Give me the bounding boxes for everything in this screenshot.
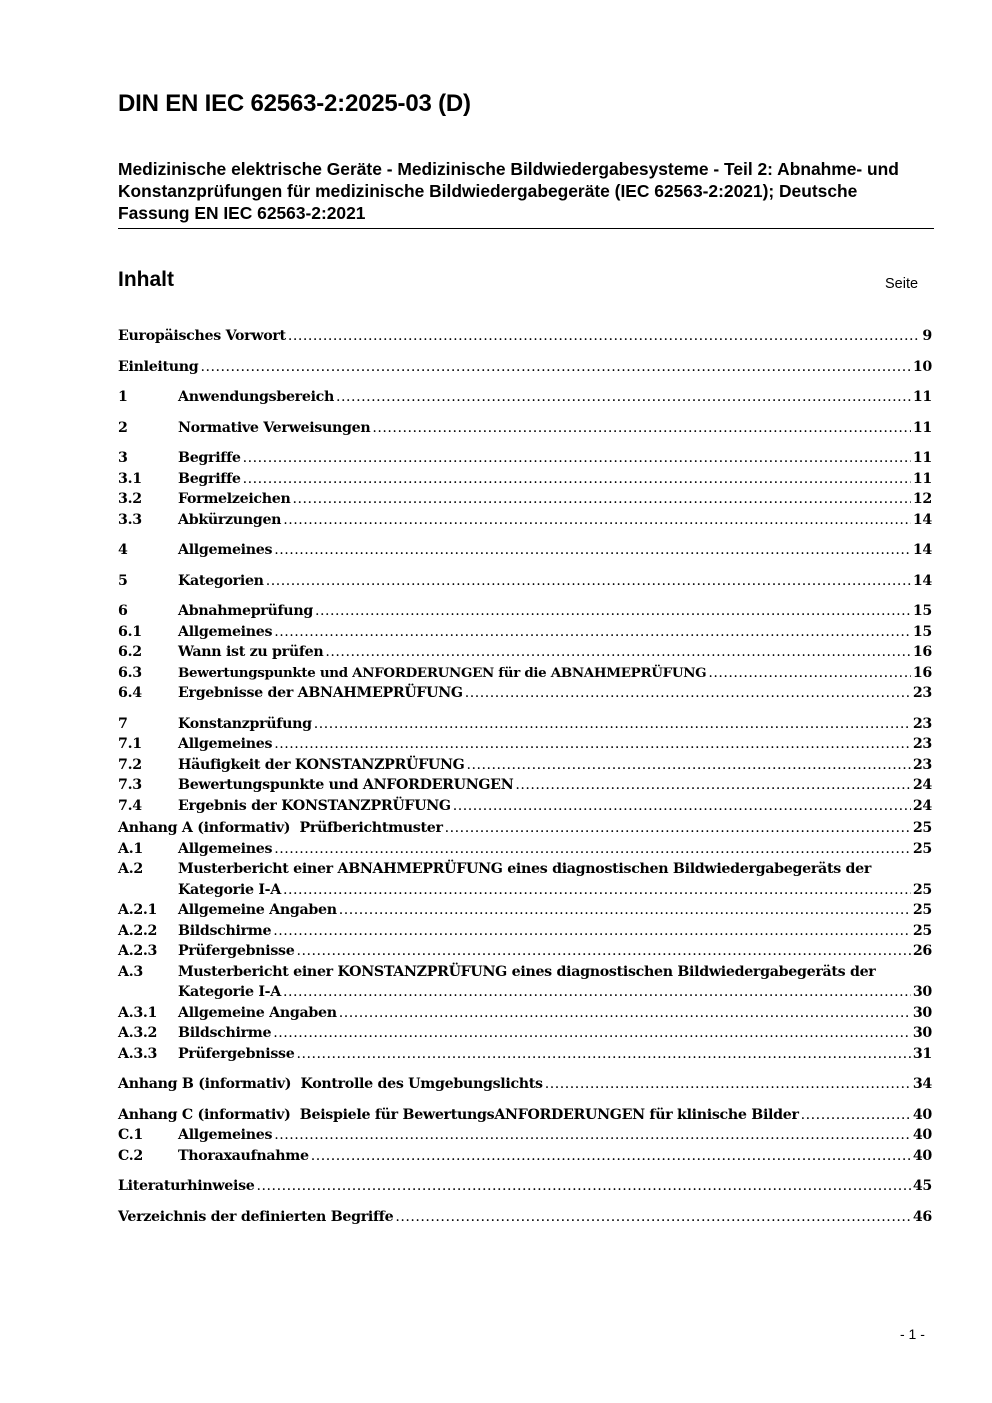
toc-entry-number: 4 xyxy=(118,542,128,558)
toc-entry-title: Europäisches Vorwort xyxy=(118,328,286,344)
toc-entry-page: 12 xyxy=(912,491,932,507)
toc-entry-title: Thoraxaufnahme xyxy=(178,1147,309,1164)
toc-leader xyxy=(283,510,911,531)
toc-entry-title: Konstanzprüfung xyxy=(178,715,312,732)
toc-entry[interactable] xyxy=(118,448,932,469)
title-divider xyxy=(118,228,934,229)
toc-entry-title: Allgemeines xyxy=(178,736,273,752)
toc-entry-page: 16 xyxy=(912,664,932,681)
toc-entry-title: Bildschirme xyxy=(178,1025,272,1041)
toc-leader xyxy=(288,326,921,347)
toc-entry-page: 24 xyxy=(912,797,932,814)
toc-entry-page: 30 xyxy=(912,1004,932,1021)
toc-leader xyxy=(273,1023,911,1044)
toc-entry[interactable] xyxy=(118,734,932,755)
toc-entry-title: Häufigkeit der KONSTANZPRÜFUNG xyxy=(178,756,465,773)
toc-entry-number: A.3.3 xyxy=(118,1045,158,1062)
toc-leader xyxy=(274,622,911,643)
toc-entry-page: 40 xyxy=(912,1147,932,1164)
toc-leader xyxy=(243,469,911,490)
toc-entry[interactable] xyxy=(118,663,932,684)
toc-entry[interactable] xyxy=(118,622,932,643)
toc-entry[interactable] xyxy=(118,1176,932,1197)
toc-entry-number: 7.1 xyxy=(118,736,142,752)
toc-entry-number: 1 xyxy=(118,389,128,405)
toc-entry-page: 24 xyxy=(912,777,932,793)
toc-entry-page: 23 xyxy=(912,736,932,752)
toc-entry[interactable] xyxy=(118,1074,932,1095)
toc-leader xyxy=(296,1044,910,1065)
toc-entry-number: 6.2 xyxy=(118,644,142,660)
toc-entry-title: Formelzeichen xyxy=(178,491,291,507)
toc-entry-page: 14 xyxy=(912,572,932,589)
toc-entry[interactable] xyxy=(118,510,932,531)
toc-entry[interactable] xyxy=(118,1044,932,1065)
toc-entry-title: Ergebnis der KONSTANZPRÜFUNG xyxy=(178,797,451,814)
toc-entry-page: 25 xyxy=(912,820,932,836)
toc-entry[interactable] xyxy=(118,1003,932,1024)
toc-entry-title: Bewertungspunkte und ANFORDERUNGEN xyxy=(178,777,514,793)
toc-entry-number: 7.3 xyxy=(118,777,142,793)
toc-entry-number: 7 xyxy=(118,715,128,732)
toc-leader xyxy=(283,982,911,1003)
toc-leader xyxy=(453,796,911,817)
toc-entry-page: 34 xyxy=(912,1076,932,1092)
toc-entry-page: 23 xyxy=(912,715,932,732)
toc-entry-number: 7.4 xyxy=(118,797,142,814)
toc-leader xyxy=(311,1146,911,1167)
toc-entry[interactable] xyxy=(118,357,932,378)
toc-leader xyxy=(274,734,911,755)
toc-entry-number: C.1 xyxy=(118,1127,143,1143)
toc-leader xyxy=(296,941,910,962)
toc-entry-page: 31 xyxy=(912,1045,932,1062)
toc-entry-number: C.2 xyxy=(118,1147,143,1164)
toc-entry[interactable] xyxy=(118,755,932,776)
toc-entry-page: 11 xyxy=(912,470,932,487)
toc-entry-page: 9 xyxy=(922,328,932,344)
toc-leader xyxy=(200,357,910,378)
toc-entry-title: Prüfergebnisse xyxy=(178,1045,295,1062)
toc-entry-number: 2 xyxy=(118,419,128,436)
toc-entry-page: 25 xyxy=(912,840,932,857)
toc-entry-title: Begriffe xyxy=(178,470,241,487)
toc-entry-title: Normative Verweisungen xyxy=(178,419,371,436)
toc-entry-title-cont: Kategorie I-A xyxy=(178,984,281,1000)
toc-entry-title: Wann ist zu prüfen xyxy=(178,644,324,660)
toc-entry[interactable] xyxy=(118,489,932,510)
toc-leader xyxy=(466,755,910,776)
toc-leader xyxy=(274,1125,911,1146)
toc-entry-title: Prüfergebnisse xyxy=(178,943,295,959)
toc-entry-page: 26 xyxy=(912,943,932,959)
toc-entry-title: Allgemeines xyxy=(178,542,273,558)
toc-entry-number: A.2 xyxy=(118,861,143,877)
document-subtitle: Medizinische elektrische Geräte - Medizinische Bildwiedergabesysteme - Teil 2: Abnahme- und Konstanzprüfungen für medizinische Bildwiedergabegeräte (IEC 62563-2:2021); Deutsche Fassung EN IEC 62563-2:2021 xyxy=(118,159,899,223)
toc-entry[interactable] xyxy=(118,1125,932,1146)
toc-entry[interactable] xyxy=(118,683,932,704)
toc-entry[interactable] xyxy=(118,900,932,921)
toc-entry-number: A.2.1 xyxy=(118,902,158,918)
toc-entry[interactable] xyxy=(118,1023,932,1044)
toc-entry-title: Ergebnisse der ABNAHMEPRÜFUNG xyxy=(178,685,463,701)
toc-heading: Inhalt xyxy=(118,268,174,291)
toc-leader xyxy=(339,900,911,921)
toc-entry[interactable] xyxy=(118,859,932,880)
toc-leader xyxy=(293,489,911,510)
toc-entry-page: 30 xyxy=(912,984,932,1000)
toc-entry-page: 40 xyxy=(912,1127,932,1143)
toc-entry-title: Anwendungsbereich xyxy=(178,389,335,405)
toc-entry-page: 16 xyxy=(912,644,932,660)
toc-leader xyxy=(273,921,911,942)
toc-entry-page: 14 xyxy=(912,542,932,558)
toc-entry-title: Kategorien xyxy=(178,572,264,589)
toc-leader xyxy=(708,663,911,684)
toc-entry-page: 11 xyxy=(912,419,932,436)
toc-leader xyxy=(314,714,911,735)
toc-entry-title: Musterbericht einer ABNAHMEPRÜFUNG eines diagnostischen Bildwiedergabegeräts der xyxy=(178,861,872,877)
toc-entry-title: Einleitung xyxy=(118,358,199,375)
toc-leader xyxy=(545,1074,911,1095)
toc-entry-title: Anhang B (informativ) Kontrolle des Umgebungslichts xyxy=(118,1076,543,1092)
toc-entry-number: A.1 xyxy=(118,840,143,857)
toc-entry-title: Begriffe xyxy=(178,450,241,466)
toc-entry[interactable] xyxy=(118,642,932,663)
toc-entry-title: Musterbericht einer KONSTANZPRÜFUNG eines diagnostischen Bildwiedergabegeräts der xyxy=(178,963,876,980)
toc-leader xyxy=(336,387,911,408)
toc-entry[interactable] xyxy=(118,540,932,561)
toc-entry-continuation[interactable] xyxy=(118,880,932,901)
toc-leader xyxy=(395,1207,911,1228)
toc-leader xyxy=(274,839,911,860)
toc-leader xyxy=(315,601,911,622)
toc-entry[interactable] xyxy=(118,469,932,490)
toc-entry-page: 11 xyxy=(912,450,932,466)
toc-entry-title: Literaturhinweise xyxy=(118,1178,255,1194)
toc-entry-page: 25 xyxy=(912,902,932,918)
toc-entry[interactable] xyxy=(118,818,932,839)
toc-entry-title: Anhang A (informativ) Prüfberichtmuster xyxy=(118,820,443,836)
toc-leader xyxy=(266,571,911,592)
toc-entry-number: 6.3 xyxy=(118,664,142,681)
toc-entry[interactable] xyxy=(118,1105,932,1126)
toc-leader xyxy=(801,1105,911,1126)
toc-entry-number: 3.1 xyxy=(118,470,142,487)
toc-entry-page: 46 xyxy=(912,1208,932,1225)
toc-entry-number: 3.3 xyxy=(118,511,142,528)
toc-entry[interactable] xyxy=(118,326,932,347)
toc-entry[interactable] xyxy=(118,571,932,592)
toc-entry-continuation[interactable] xyxy=(118,982,932,1003)
toc-entry-number: 6.1 xyxy=(118,623,142,640)
toc-entry-number: A.3 xyxy=(118,963,143,980)
toc-page-label: Seite xyxy=(885,276,919,292)
toc-entry[interactable] xyxy=(118,601,932,622)
toc-leader xyxy=(325,642,910,663)
toc-entry-page: 40 xyxy=(912,1106,932,1123)
toc-leader xyxy=(339,1003,911,1024)
toc-entry-title: Allgemeines xyxy=(178,1127,273,1143)
toc-entry-page: 15 xyxy=(912,603,932,619)
toc-entry-number: 6.4 xyxy=(118,685,142,701)
toc-entry[interactable] xyxy=(118,941,932,962)
page-number: - 1 - xyxy=(900,1326,925,1342)
toc-entry-page: 30 xyxy=(912,1025,932,1041)
toc-entry-page: 25 xyxy=(912,922,932,939)
toc-entry[interactable] xyxy=(118,839,932,860)
toc-entry-page: 23 xyxy=(912,756,932,773)
toc-entry[interactable] xyxy=(118,1146,932,1167)
toc-entry-number: 7.2 xyxy=(118,756,142,773)
toc-entry-number: 3 xyxy=(118,450,128,466)
toc-entry[interactable] xyxy=(118,796,932,817)
toc-entry-title: Verzeichnis der definierten Begriffe xyxy=(118,1208,394,1225)
toc-entry-title: Allgemeines xyxy=(178,840,273,857)
toc-leader xyxy=(257,1176,911,1197)
toc-leader xyxy=(243,448,911,469)
toc-entry-page: 15 xyxy=(912,623,932,640)
toc-entry-title: Bewertungspunkte und ANFORDERUNGEN für die ABNAHMEPRÜFUNG xyxy=(178,664,707,681)
toc-entry-page: 25 xyxy=(912,881,932,898)
toc-entry-number: A.3.1 xyxy=(118,1004,158,1021)
toc-entry-title: Bildschirme xyxy=(178,922,272,939)
toc-entry-number: 3.2 xyxy=(118,491,142,507)
toc-entry-title: Allgemeines xyxy=(178,623,273,640)
toc-entry-number: A.3.2 xyxy=(118,1025,158,1041)
toc-entry-page: 10 xyxy=(912,358,932,375)
toc-entry[interactable] xyxy=(118,962,932,983)
toc-entry-number: A.2.3 xyxy=(118,943,158,959)
toc-entry[interactable] xyxy=(118,775,932,796)
toc-leader xyxy=(465,683,911,704)
toc-entry-title: Allgemeine Angaben xyxy=(178,902,337,918)
toc-entry-number: 6 xyxy=(118,603,128,619)
toc-leader xyxy=(515,775,910,796)
toc-entry-title: Anhang C (informativ) Beispiele für BewertungsANFORDERUNGEN für klinische Bilder xyxy=(118,1106,799,1123)
toc-entry-title: Allgemeine Angaben xyxy=(178,1004,337,1021)
toc-entry-number: A.2.2 xyxy=(118,922,158,939)
toc-entry-page: 45 xyxy=(912,1178,932,1194)
toc-entry-page: 14 xyxy=(912,511,932,528)
toc-entry[interactable] xyxy=(118,714,932,735)
toc-leader xyxy=(274,540,911,561)
toc-entry-number: 5 xyxy=(118,572,128,589)
toc-entry[interactable] xyxy=(118,1207,932,1228)
toc-entry-title-cont: Kategorie I-A xyxy=(178,881,281,898)
toc-entry-page: 23 xyxy=(912,685,932,701)
toc-entry-title: Abkürzungen xyxy=(178,511,282,528)
toc-entry[interactable] xyxy=(118,921,932,942)
toc-leader xyxy=(372,418,910,439)
table-of-contents xyxy=(118,326,932,1227)
toc-leader xyxy=(283,880,911,901)
document-id: DIN EN IEC 62563-2:2025-03 (D) xyxy=(118,90,471,117)
toc-entry[interactable] xyxy=(118,387,932,408)
toc-entry-title: Abnahmeprüfung xyxy=(178,603,313,619)
toc-leader xyxy=(445,818,911,839)
toc-entry-page: 11 xyxy=(912,389,932,405)
toc-entry[interactable] xyxy=(118,418,932,439)
